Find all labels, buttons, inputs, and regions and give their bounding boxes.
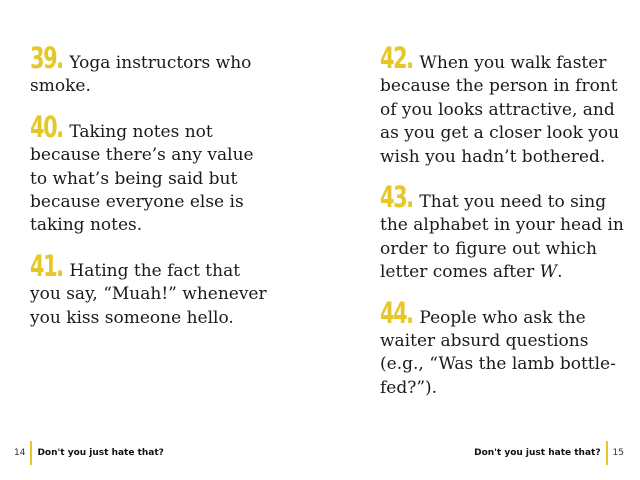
entry-40 <box>30 109 270 238</box>
entry-text: That you need to sing the alphabet in your head in order to figure out which letter comes after <box>380 192 624 283</box>
entry-text: Yoga instructors who smoke. <box>30 53 252 97</box>
entry-text: When you walk faster because the person in front of you looks attractive, and as you get a closer look you wish you hadn’t bothered. <box>380 53 620 167</box>
right-page <box>320 0 640 480</box>
entry-number: 39. <box>30 41 63 75</box>
entry-number: 41. <box>30 248 63 283</box>
entry-text: People who ask the waiter absurd questions (e.g., “Was the lamb bottle-fed?”). <box>380 307 616 398</box>
entries-list <box>30 41 270 348</box>
page-footer <box>14 441 164 465</box>
entry-44 <box>380 295 630 401</box>
entries-list <box>380 41 630 418</box>
running-title: Don't you just hate that? <box>474 448 601 458</box>
entry-number: 42. <box>380 41 413 75</box>
page-number: 15 <box>612 448 624 458</box>
footer-divider <box>30 441 32 465</box>
page-number: 14 <box>14 448 26 458</box>
entry-42 <box>380 41 630 169</box>
entry-41 <box>30 248 270 330</box>
entry-number: 43. <box>380 180 413 215</box>
running-title: Don't you just hate that? <box>37 448 164 458</box>
page-footer <box>474 441 624 465</box>
entry-emphasis: W <box>539 262 558 283</box>
entry-text: Hating the fact that you say, “Muah!” whenever you kiss someone hello. <box>30 260 267 328</box>
entry-end: . <box>557 262 563 283</box>
entry-text: Taking notes not because there’s any value to what’s being said but because everyone else is taking notes. <box>30 121 254 236</box>
entry-number: 40. <box>30 109 63 144</box>
entry-number: 44. <box>380 295 413 330</box>
entry-39 <box>30 41 270 99</box>
entry-43 <box>380 180 630 285</box>
footer-divider <box>606 441 608 465</box>
